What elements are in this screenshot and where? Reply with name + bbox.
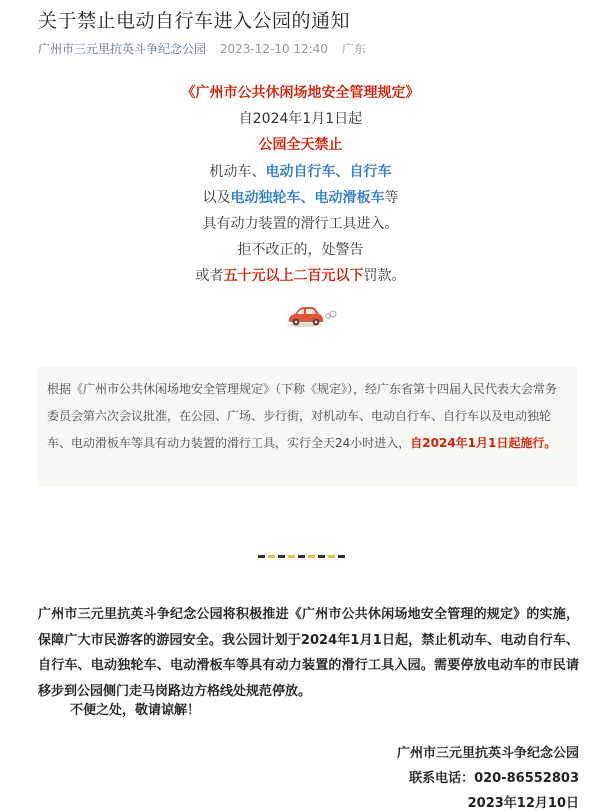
notice-line-6: [0, 211, 601, 237]
warning-text: 拒不改正的，处警告: [237, 242, 364, 259]
publish-datetime: 2023-12-10 12:40: [219, 42, 328, 56]
quote-highlight: 自2024年1月1日起施行。: [410, 435, 557, 450]
powered-tools: 具有动力装置的滑行工具进入。: [202, 215, 399, 232]
notice-line-7: [0, 237, 601, 263]
notice-line-5: [0, 185, 601, 211]
ban-text: 公园全天禁止: [258, 137, 343, 154]
vehicle-motor: 机动车、: [209, 163, 266, 180]
fine-amount: 五十元以上二百元以下: [223, 268, 364, 285]
body-paragraph: 广州市三元里抗英斗争纪念公园将积极推进《广州市公共休闲场地安全管理的规定》的实施，保障广大市民游客的游园安全。我公园计划于2024年1月1日起，禁止机动车、电动自行车、自行车、电动独轮车、电动滑板车等具有动力装置的滑行工具入园。需要停放电动车的市民请移步到公园侧门走马岗路边方格线处规范停放。: [38, 607, 579, 699]
notice-line-ban: [0, 132, 601, 158]
vehicle-bikes: 电动自行车、自行车: [265, 163, 392, 180]
signature-org: 广州市三元里抗英斗争纪念公园: [396, 746, 579, 761]
regulation-quote: [38, 367, 577, 487]
publish-location: 广东: [341, 42, 366, 56]
vehicle-scooters: 电动独轮车、电动滑板车: [230, 189, 385, 206]
quote-text: 根据《广州市公共休闲场地安全管理规定》（下称《规定》），经广东省第十四届人民代表大会常务委员会第六次会议批准，在公园、广场、步行街，对机动车、电动自行车、自行车以及电动独轮车、电动滑板车等具有动力装置的滑行工具，实行全天24小时进入，: [47, 382, 558, 450]
section-divider: [258, 555, 348, 559]
notice-line-4: [0, 159, 601, 185]
signature-phone: 联系电话：020-86552803: [409, 771, 579, 786]
article-meta: [38, 40, 366, 57]
notice-line-regulation: [0, 80, 601, 106]
article-title: 关于禁止电动自行车进入公园的通知: [38, 10, 351, 32]
notice-line-effective: [0, 106, 601, 132]
effective-date: 自2024年1月1日起: [238, 111, 363, 128]
car-sticker-icon: [286, 304, 338, 328]
or-text: 或者: [195, 268, 224, 285]
signature-date: 2023年12月10日: [467, 796, 579, 811]
notice-block: [0, 80, 601, 290]
and-text: 以及: [202, 189, 231, 206]
notice-line-8: [0, 263, 601, 289]
regulation-name: 《广州市公共休闲场地安全管理规定》: [181, 85, 420, 101]
fine-text: 罚款。: [363, 268, 406, 285]
etc-text: 等: [384, 189, 399, 206]
apology-text: 不便之处，敬请谅解！: [70, 703, 201, 718]
author-link[interactable]: 广州市三元里抗英斗争纪念公园: [38, 42, 207, 56]
